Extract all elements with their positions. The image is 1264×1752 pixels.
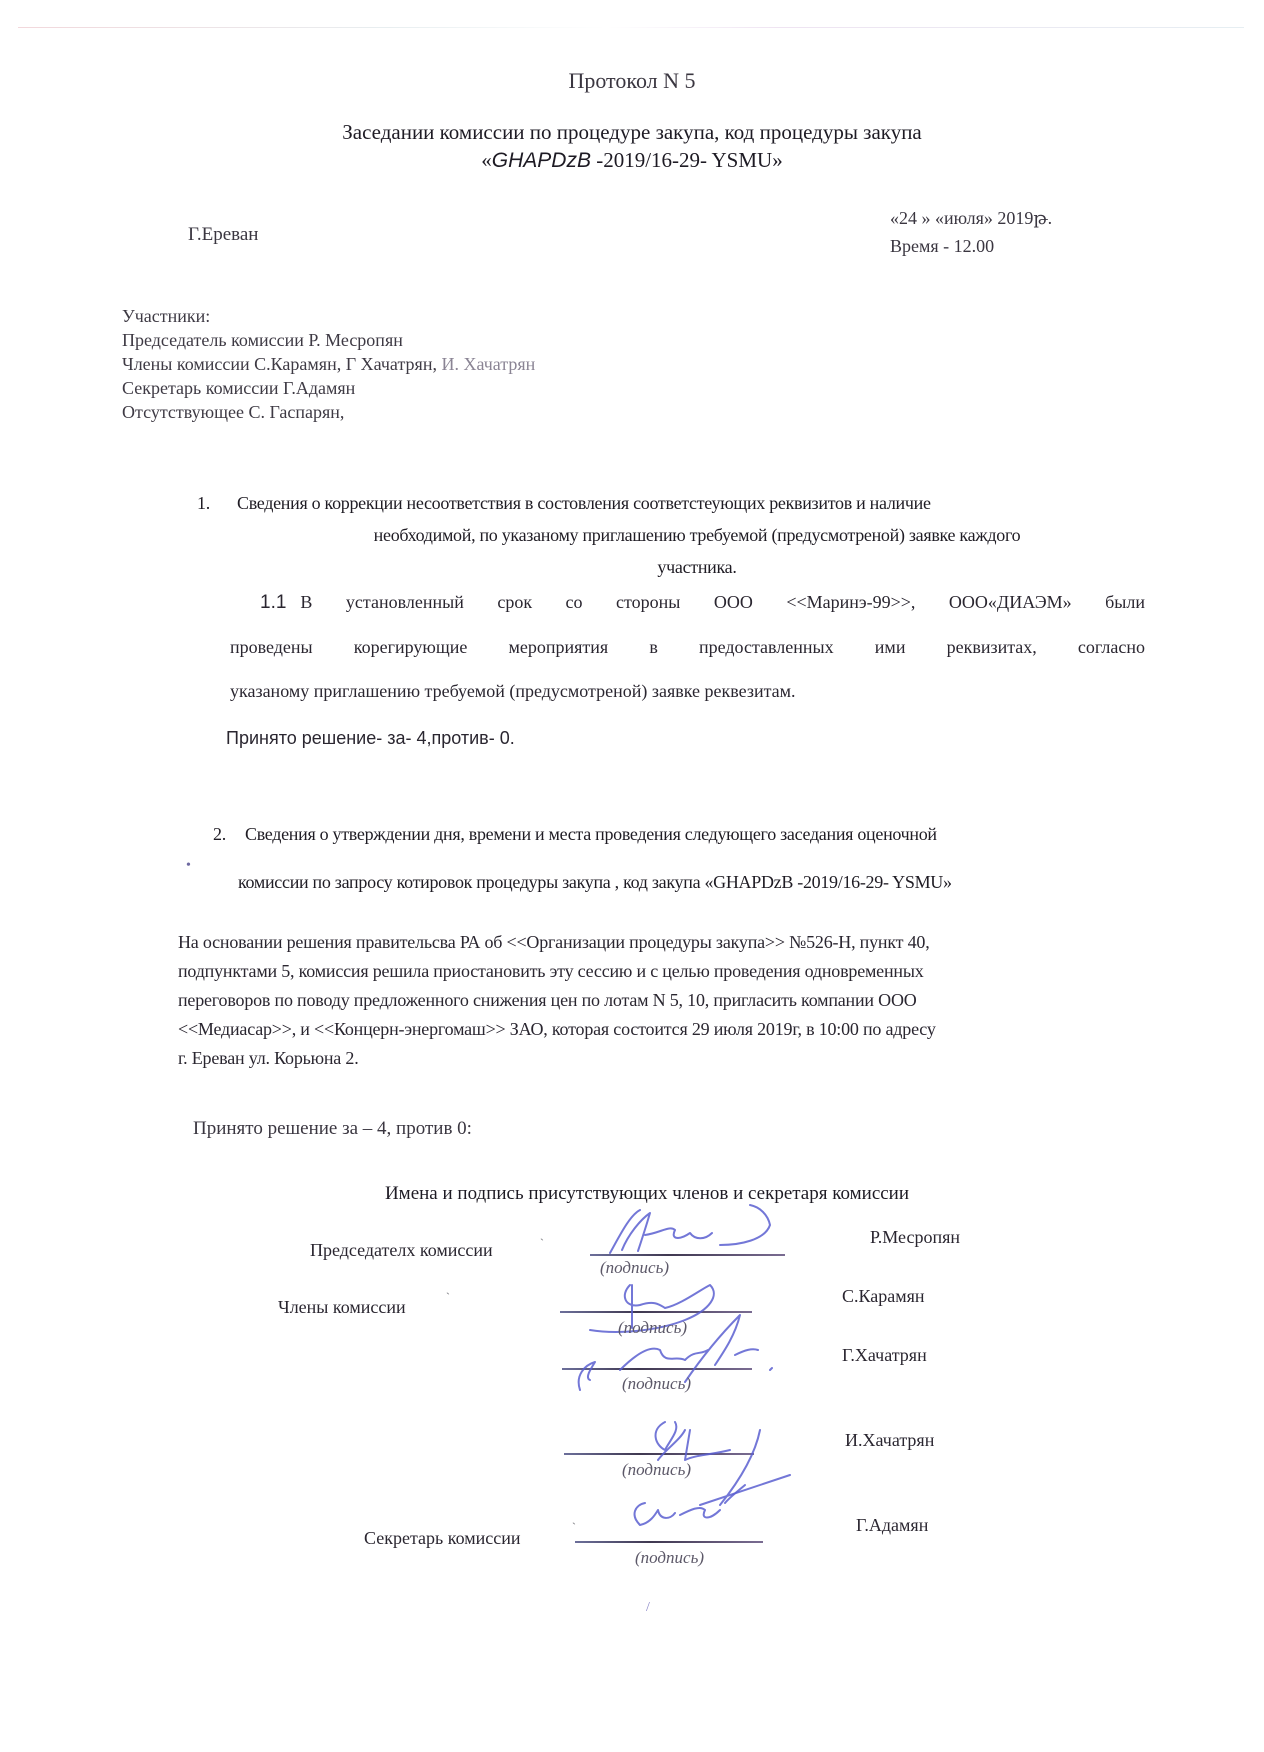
secretary-signature bbox=[620, 1485, 760, 1545]
signer-name: С.Карамян bbox=[842, 1286, 925, 1306]
chairman-label: Председателх комиссии bbox=[310, 1240, 493, 1260]
section-1-1-paragraph: 1.1 В установленный срок со стороны ООО <<Маринэ-99>>, ООО«ДИАЭМ» были проведены корегирующие мероприятия в предоставленных ими реквизитах, согласно указаному приглашению требуемой (предусмотреной) заявке реквезитам. bbox=[230, 592, 1145, 701]
city: Г.Ереван bbox=[188, 224, 259, 245]
paragraph-line: подпунктами 5, комиссия решила приостановить эту сессию и с целью проведения одновременных bbox=[178, 961, 924, 981]
document-title: Протокол N 5 bbox=[568, 68, 696, 93]
tick-mark: ˋ bbox=[446, 1290, 450, 1304]
participant-members: Члены комиссии С.Карамян, Г Хачатрян, И. Хачатрян bbox=[122, 354, 536, 374]
participant-chairman: Председатель комиссии Р. Месропян bbox=[122, 330, 403, 350]
section-1-title: 1. Сведения о коррекции несоответствия в состовления соответстеующих реквизитов и наличие необходимой, по указаному приглашению требуемой (предусмотреной) заявке каждого участника. bbox=[197, 487, 1137, 583]
section-1-1-number: 1.1 bbox=[260, 592, 287, 613]
member-2-signature-caption: (подпись) bbox=[622, 1374, 691, 1393]
section-2-paragraph bbox=[178, 928, 1143, 1073]
paragraph-line: переговоров по поводу предложенного снижения цен по лотам N 5, 10, пригласить компании ООО bbox=[178, 990, 917, 1010]
secretary-label: Секретарь комиссии bbox=[364, 1528, 521, 1548]
paragraph-line: <<Медиасар>>, и <<Концерн-энергомаш>> ЗАО, которая состоится 29 июля 2019г, в 10:00 по адресу bbox=[178, 1019, 936, 1039]
section-2-decision: Принято решение за – 4, против 0: bbox=[193, 1118, 472, 1139]
section-2-number: 2. bbox=[213, 824, 226, 844]
meeting-time: Время - 12.00 bbox=[890, 236, 995, 256]
chairman-signature bbox=[600, 1205, 780, 1255]
secretary-signature-caption: (подпись) bbox=[635, 1548, 704, 1567]
meeting-date: «24 » «июля» 2019թ. bbox=[890, 208, 1053, 228]
member-1-signature-caption: (подпись) bbox=[618, 1318, 687, 1337]
procurement-code-prefix: GHAPDzB bbox=[491, 149, 591, 172]
document-subtitle bbox=[0, 118, 1264, 175]
chairman-signature-caption: (подпись) bbox=[600, 1258, 669, 1277]
participants-heading: Участники: bbox=[122, 306, 211, 326]
paragraph-line: г. Ереван ул. Корьюна 2. bbox=[178, 1048, 359, 1068]
scan-speck: • bbox=[186, 858, 191, 873]
procurement-code: «GHAPDzB -2019/16-29- YSMU» bbox=[481, 148, 783, 172]
participants-list bbox=[122, 304, 535, 424]
signer-name: Р.Месропян bbox=[870, 1227, 960, 1247]
signer-name: И.Хачатрян bbox=[845, 1430, 935, 1450]
subtitle-line: Заседании комиссии по процедуре закупа, код процедуры закупа bbox=[342, 120, 922, 144]
members-label: Члены комиссии bbox=[278, 1297, 406, 1317]
scan-speck: / bbox=[646, 1600, 650, 1615]
tick-mark: ˋ bbox=[540, 1236, 544, 1250]
tick-mark: ˋ bbox=[572, 1520, 576, 1534]
section-1-decision: Принято решение- за- 4,против- 0. bbox=[226, 728, 515, 748]
section-1-number: 1. bbox=[197, 493, 210, 513]
signatures-heading: Имена и подпись присутствующих членов и секретаря комиссии bbox=[384, 1183, 910, 1204]
date-time-block bbox=[890, 204, 1052, 260]
signer-name: Г.Хачатрян bbox=[842, 1345, 927, 1365]
paragraph-line: На основании решения правительсва РА об <<Организации процедуры закупа>> №526-Н, пункт 40, bbox=[178, 932, 930, 952]
participant-absent: Отсутствующее С. Гаспарян, bbox=[122, 402, 345, 422]
participant-secretary: Секретарь комиссии Г.Адамян bbox=[122, 378, 356, 398]
signer-name: Г.Адамян bbox=[856, 1515, 929, 1535]
section-2-title: 2. Сведения о утверждении дня, времени и места проведения следующего заседания оценочной комиссии по запросу котировок процедуры закупа , код закупа «GHAPDzB -2019/16-29- YSMU» bbox=[213, 810, 1143, 906]
scan-edge-artifact bbox=[18, 27, 1244, 28]
member-3-signature-caption: (подпись) bbox=[622, 1460, 691, 1479]
